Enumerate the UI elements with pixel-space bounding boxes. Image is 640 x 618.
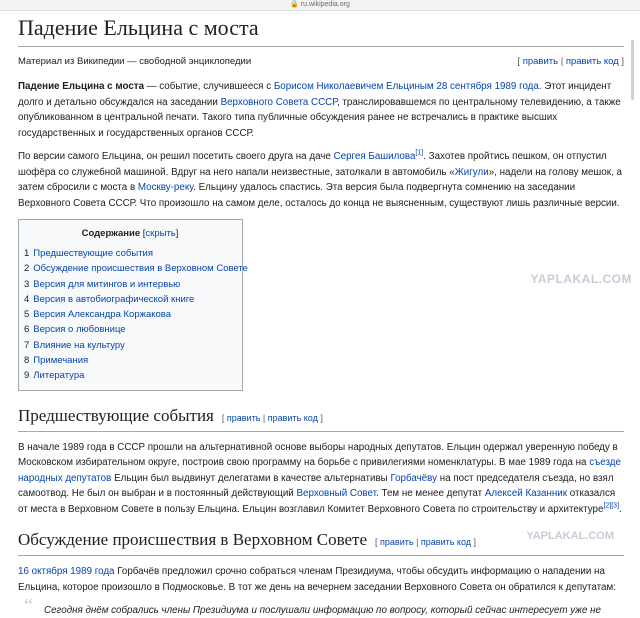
quote-mark-icon: “	[24, 595, 33, 618]
text: Горбачёв предложил срочно собраться членам Президиума, чтобы обсудить информацию о нападении на Ельцина, которое произошло в Подмосковье. В тот же день на вечернем заседании Верховного Совета он обратился к депутатам:	[18, 566, 616, 593]
toc-item[interactable]	[24, 353, 236, 368]
toc-link[interactable]: Версия в автобиографической книге	[33, 293, 195, 305]
toc-hide-link[interactable]: скрыть	[145, 228, 176, 239]
toc-number: 1	[24, 248, 30, 259]
table-of-contents	[18, 219, 248, 391]
toc-hide-toggle[interactable]: [скрыть]	[142, 228, 179, 239]
toc-item[interactable]	[24, 338, 236, 353]
link-zhiguli[interactable]: Жигули	[454, 166, 489, 178]
toc-number: 8	[24, 355, 30, 367]
toc-item[interactable]	[24, 292, 236, 307]
toc-number: 6	[24, 324, 30, 336]
quote-text: Сегодня днём собрались члены Президиума и послушали информацию по вопросу, который сейчас интересует уже не	[44, 605, 601, 617]
toc-item[interactable]	[24, 277, 236, 292]
edit-code-link[interactable]: править код	[565, 56, 619, 67]
link-supreme-soviet-2[interactable]: Верховный Совет	[296, 488, 377, 500]
toc-link[interactable]: Предшествующие события	[33, 248, 154, 259]
lock-icon: 🔒	[290, 1, 299, 8]
text: — событие, случившееся с	[144, 81, 274, 92]
toc-item[interactable]	[24, 246, 236, 261]
link-year[interactable]: 1989 года	[494, 81, 539, 92]
section-edit-link[interactable]: править	[380, 537, 414, 548]
article	[18, 14, 624, 618]
link-gorbachev[interactable]: Горбачёву	[390, 472, 438, 484]
toc-link[interactable]: Версия Александра Коржакова	[33, 309, 172, 321]
intro-paragraph	[18, 79, 624, 141]
text: , транслировавшемся по центральному телевидению, а также опубликованном в центральной печати. Такого типа публичные обсуждения ранее не встречались в практике высших государственных и государственных органов СССР.	[18, 96, 621, 139]
text: отказался от места в Верховном Совете в пользу Ельцина. Ельцин возглавил Комитет Верховного Совета по строительству и архитектуре	[18, 488, 616, 515]
watermark: YAPLAKAL.COM	[526, 530, 614, 542]
watermark: YAPLAKAL.COM	[530, 272, 632, 286]
toc-number: 7	[24, 339, 30, 351]
section1-paragraph	[18, 440, 624, 518]
link-oct-16[interactable]: 16 октября 1989 года	[18, 566, 115, 578]
toc-item[interactable]	[24, 322, 236, 337]
text: на пост председателя съезда, но взял самоотвод. Не был он выбран и в постоянный действующий	[18, 472, 614, 500]
section-edit-link[interactable]: править	[226, 412, 261, 423]
section-edit-links: [ править | править код ]	[375, 537, 477, 548]
toc-title: Содержание	[81, 228, 141, 239]
toc-number: 4	[24, 293, 30, 305]
toc-heading	[24, 226, 236, 242]
text: . Захотев пройтись пешком, он отпустил шофёра со служебной машиной. Вдруг на него напали неизвестные, затолкали в автомобиль «	[18, 151, 607, 178]
toc-number: 3	[24, 278, 30, 290]
intro-bold-title: Падение Ельцина с моста	[18, 81, 145, 92]
section-title: Обсуждение происшествия в Верховном Совете	[18, 530, 368, 550]
link-date[interactable]: 28 сентября	[436, 81, 492, 92]
section-edit-links: [ править | править код ]	[221, 412, 323, 423]
section-heading-preceding-events	[18, 405, 624, 432]
text: Ельцин был выдвинут делегатами в качестве альтернативы	[111, 472, 391, 484]
reference-2-3[interactable]: [2][3]	[603, 502, 620, 510]
browser-address-bar[interactable]	[0, 0, 640, 11]
link-kazannik[interactable]: Алексей Казанник	[484, 488, 568, 500]
page-edit-links: [ править | править код ]	[517, 56, 624, 67]
page-title: Падение Ельцина с моста	[18, 14, 624, 47]
scrollbar[interactable]	[631, 40, 634, 100]
section-edit-code-link[interactable]: править код	[267, 412, 318, 423]
text: В начале 1989 года в СССР прошли на альтернативной основе выборы народных депутатов. Ельцин одержал уверенную победу в Московском избирательном округе, построив свою программу на борьбе с привилегиями номенклатуры. В мае 1989 года на	[18, 441, 618, 469]
blockquote	[18, 595, 624, 618]
toc-link[interactable]: Обсуждение происшествия в Верховном Совете	[33, 263, 248, 275]
toc-link[interactable]: Литература	[33, 370, 85, 382]
toc-link[interactable]: Версия для митингов и интервью	[33, 278, 181, 290]
text: . Тем не менее депутат	[376, 488, 485, 500]
toc-item[interactable]	[24, 261, 248, 276]
toc-link[interactable]: Примечания	[33, 355, 89, 367]
text: .	[619, 503, 622, 515]
toc-item[interactable]	[24, 368, 236, 383]
link-supreme-soviet[interactable]: Верховного Совета СССР	[220, 96, 337, 108]
toc-number: 9	[24, 370, 30, 382]
reference-1[interactable]: [1]	[415, 149, 424, 157]
toc-number: 2	[24, 263, 30, 275]
link-yeltsin[interactable]: Борисом Николаевичем Ельциным	[273, 81, 434, 92]
edit-link[interactable]: править	[522, 56, 559, 67]
text: . Этот инцидент долго и детально обсуждался на заседании	[18, 81, 612, 108]
toc-number: 5	[24, 309, 30, 321]
link-moskva-river[interactable]: Москву-реку	[137, 182, 194, 193]
link-bashilov[interactable]: Сергея Башилова	[333, 151, 416, 162]
link-congress[interactable]: съезде народных депутатов	[18, 457, 621, 484]
toc-item[interactable]	[24, 307, 236, 322]
second-paragraph	[18, 149, 624, 211]
toc-link[interactable]: Влияние на культуру	[33, 339, 125, 351]
toc-list	[24, 246, 248, 384]
text: По версии самого Ельцина, он решил посетить своего друга на даче	[18, 151, 334, 162]
section-title: Предшествующие события	[18, 405, 214, 425]
section2-paragraph	[18, 564, 624, 595]
text: », надели на голову мешок, а затем сбросили с моста в	[18, 166, 622, 193]
text: . Ельцину удалось спастись. Эта версия была подвергнута сомнению на заседании Верховного Совета СССР. Что произошло на самом деле, осталось до конца не выясненным, существуют лишь различные версии.	[18, 182, 620, 209]
site-subtitle: Материал из Википедии — свободной энциклопедии	[18, 56, 252, 67]
section-edit-code-link[interactable]: править код	[420, 537, 472, 548]
article-subtitle-row	[18, 53, 624, 71]
toc-link[interactable]: Версия о любовнице	[33, 324, 126, 336]
address-url: ru.wikipedia.org	[300, 1, 350, 8]
